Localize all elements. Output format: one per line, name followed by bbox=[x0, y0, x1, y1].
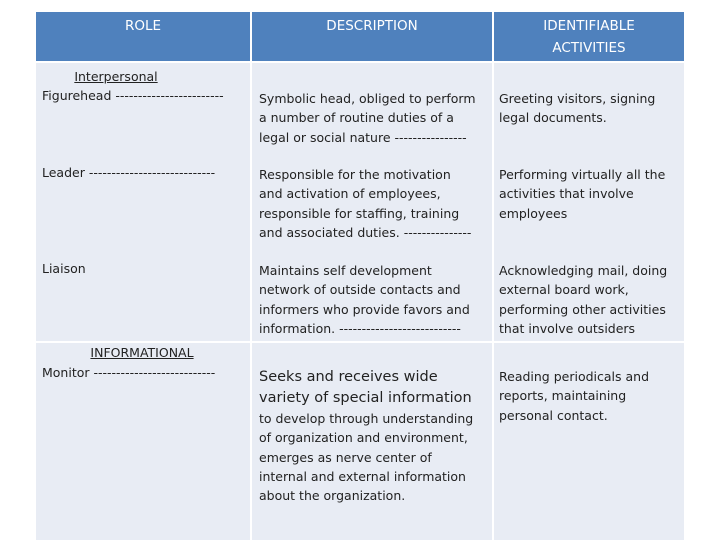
activities-line: Reading periodicals and bbox=[499, 369, 650, 384]
activities-cell bbox=[499, 261, 679, 338]
header-activities-line1: IDENTIFIABLE bbox=[543, 18, 635, 34]
description-line: Maintains self development bbox=[259, 263, 432, 278]
description-line-large: Seeks and receives wide bbox=[259, 369, 438, 385]
header-activities-line2: ACTIVITIES bbox=[552, 40, 626, 56]
column-divider bbox=[250, 12, 252, 540]
description-line: information. --------------------------- bbox=[259, 320, 461, 336]
description-line: a number of routine duties of a bbox=[259, 110, 454, 126]
header-activities bbox=[494, 12, 684, 61]
description-line: Responsible for the motivation bbox=[259, 167, 451, 182]
activities-line: activities that involve bbox=[499, 186, 634, 202]
row-divider bbox=[36, 61, 684, 63]
role-name: Leader ---------------------------- bbox=[42, 165, 216, 180]
role-cell bbox=[42, 343, 242, 362]
activities-line: employees bbox=[499, 205, 568, 221]
role-cell bbox=[42, 86, 248, 105]
role-name: Monitor --------------------------- bbox=[42, 365, 216, 380]
description-line: informers who provide favors and bbox=[259, 301, 470, 317]
description-line: legal or social nature ---------------- bbox=[259, 129, 467, 145]
description-line: and activation of employees, bbox=[259, 186, 441, 202]
role-category: Interpersonal bbox=[74, 69, 158, 84]
activities-line: reports, maintaining bbox=[499, 388, 627, 404]
role-name: Figurehead ------------------------ bbox=[42, 88, 224, 103]
activities-line: legal documents. bbox=[499, 110, 607, 126]
description-line: responsible for staffing, training bbox=[259, 205, 460, 221]
description-line: of organization and environment, bbox=[259, 430, 468, 446]
description-cell bbox=[259, 261, 491, 338]
description-line-large: variety of special information bbox=[259, 390, 472, 406]
description-line: and associated duties. --------------- bbox=[259, 224, 472, 240]
header-description bbox=[252, 12, 492, 61]
activities-line: Acknowledging mail, doing bbox=[499, 263, 668, 278]
role-category: INFORMATIONAL bbox=[90, 345, 194, 360]
header-description-label: DESCRIPTION bbox=[326, 18, 418, 34]
activities-line: Performing virtually all the bbox=[499, 167, 666, 182]
description-cell bbox=[259, 165, 481, 242]
description-line: network of outside contacts and bbox=[259, 282, 461, 298]
description-cell bbox=[259, 89, 491, 147]
description-line: to develop through understanding bbox=[259, 411, 474, 426]
description-line: Symbolic head, obliged to perform bbox=[259, 91, 476, 106]
description-line: about the organization. bbox=[259, 488, 406, 504]
activities-cell bbox=[499, 367, 679, 425]
header-role bbox=[36, 12, 250, 61]
role-cell bbox=[42, 67, 190, 86]
activities-line: external board work, bbox=[499, 282, 629, 298]
description-cell bbox=[259, 367, 481, 505]
column-divider bbox=[492, 12, 494, 540]
role-cell bbox=[42, 163, 248, 182]
activities-cell bbox=[499, 89, 679, 128]
activities-line: that involve outsiders bbox=[499, 320, 636, 336]
activities-line: performing other activities bbox=[499, 301, 666, 317]
activities-cell bbox=[499, 165, 679, 223]
header-role-label: ROLE bbox=[124, 18, 162, 34]
role-cell bbox=[42, 363, 248, 382]
activities-line: personal contact. bbox=[499, 407, 608, 423]
description-line: internal and external information bbox=[259, 468, 466, 484]
role-cell bbox=[42, 259, 248, 278]
activities-line: Greeting visitors, signing bbox=[499, 91, 656, 106]
description-line: emerges as nerve center of bbox=[259, 449, 432, 465]
roles-table bbox=[36, 12, 684, 540]
role-name: Liaison bbox=[42, 261, 86, 276]
